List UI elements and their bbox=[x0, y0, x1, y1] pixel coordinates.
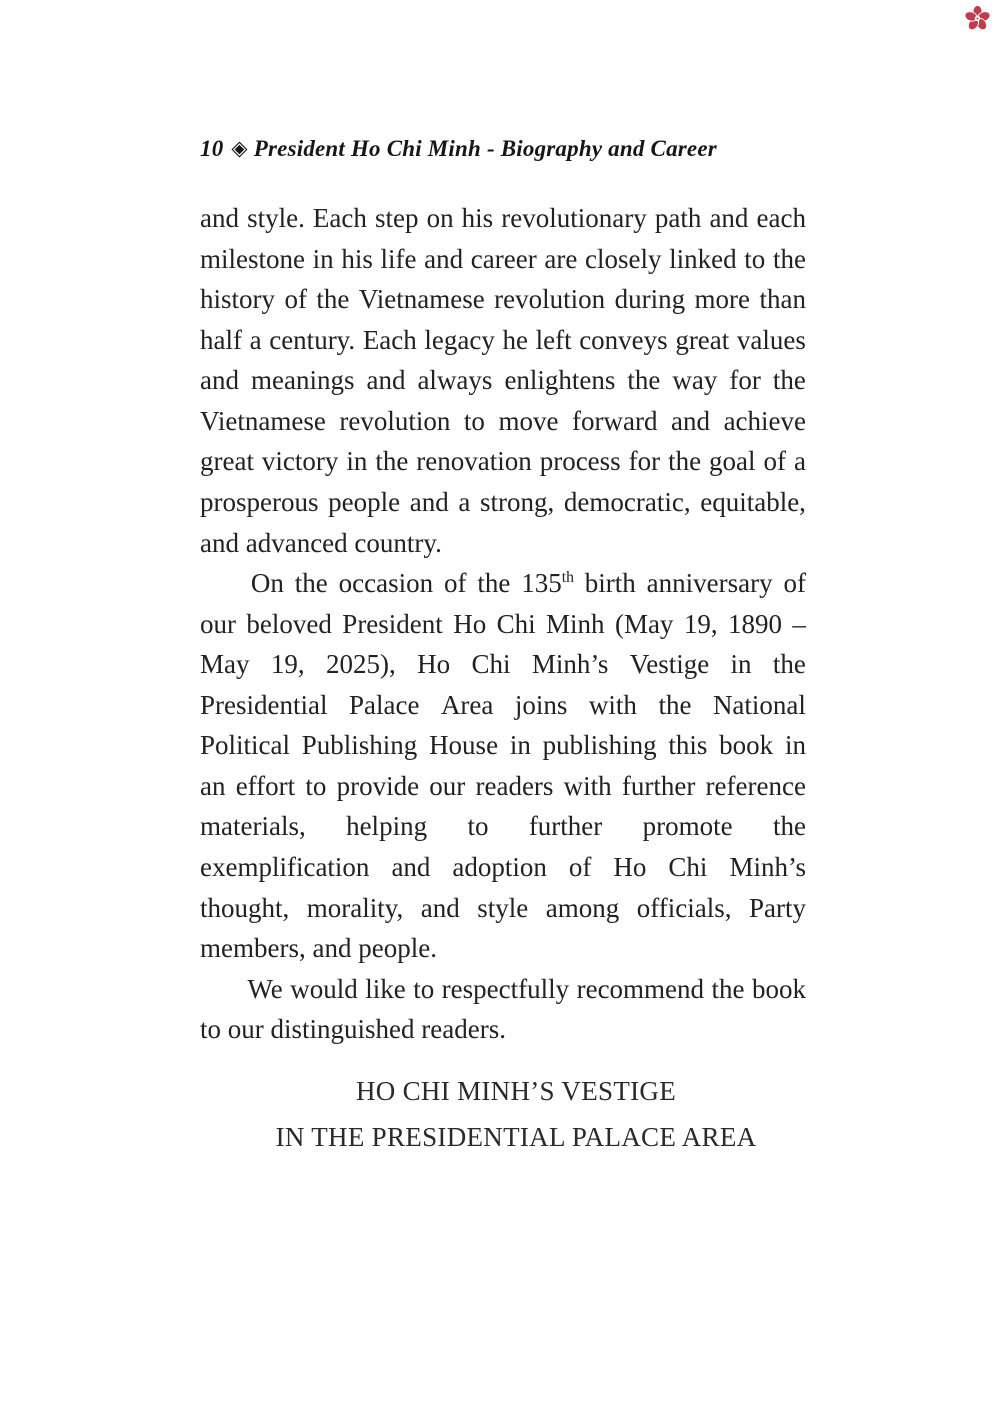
running-header bbox=[200, 136, 717, 162]
body-text-line: to our distinguished readers. bbox=[200, 1014, 506, 1045]
body-text-line: an effort to provide our readers with further reference bbox=[200, 770, 806, 801]
body-text-line: Presidential Palace Area joins with the National bbox=[200, 689, 806, 720]
body-text-line: and advanced country. bbox=[200, 527, 442, 558]
body-text-line: our beloved President Ho Chi Minh (May 19, 1890 – bbox=[200, 608, 806, 639]
body-text-line: great victory in the renovation process for the goal of a bbox=[200, 446, 806, 477]
body-text-line: and style. Each step on his revolutionary path and each bbox=[200, 203, 806, 233]
body-text-line: members, and people. bbox=[200, 933, 437, 964]
body-text-line: May 19, 2025), Ho Chi Minh’s Vestige in the bbox=[200, 649, 806, 680]
body-text-line: thought, morality, and style among officials, Party bbox=[200, 892, 806, 923]
body-text bbox=[200, 203, 806, 1055]
body-text-line: and meanings and always enlightens the way for the bbox=[200, 365, 806, 396]
flower-icon bbox=[964, 5, 991, 32]
body-text-line: milestone in his life and career are closely linked to the bbox=[200, 243, 806, 274]
body-text-line: Political Publishing House in publishing this book in bbox=[200, 730, 806, 761]
signature-line-1: HO CHI MINH’S VESTIGE bbox=[355, 1076, 677, 1106]
body-text-line: exemplification and adoption of Ho Chi Minh’s bbox=[200, 852, 806, 882]
body-text-line: history of the Vietnamese revolution during more than bbox=[200, 284, 806, 315]
body-text-line: We would like to respectfully recommend the book bbox=[247, 973, 806, 1004]
running-title: President Ho Chi Minh - Biography and Career bbox=[253, 136, 717, 161]
diamond-icon: ◈ bbox=[231, 136, 248, 160]
body-text-line: On the occasion of the 135th birth anniversary of bbox=[250, 568, 806, 599]
signature-line-2: IN THE PRESIDENTIAL PALACE AREA bbox=[275, 1122, 757, 1152]
signature-block bbox=[200, 1068, 832, 1160]
page-number: 10 bbox=[200, 136, 224, 161]
body-text-line: materials, helping to further promote the bbox=[200, 811, 806, 842]
body-text-line: Vietnamese revolution to move forward and achieve bbox=[200, 405, 806, 436]
body-text-line: prosperous people and a strong, democratic, equitable, bbox=[200, 486, 806, 517]
body-text-line: half a century. Each legacy he left conveys great values bbox=[200, 324, 806, 355]
